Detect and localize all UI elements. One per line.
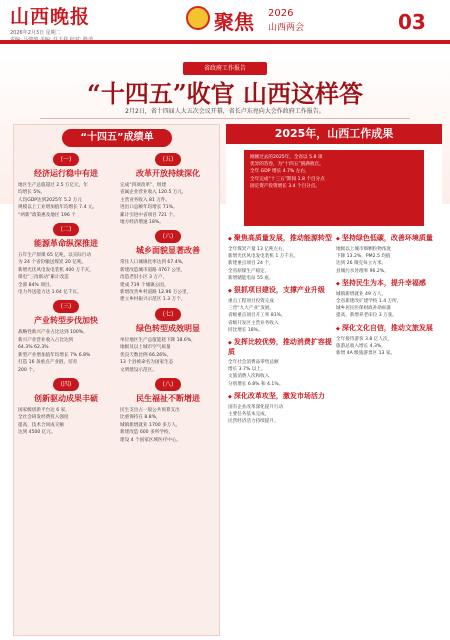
result-line: 地级以上城市细颗粒物浓度 (336, 247, 392, 252)
section-line: 建成 719 个城镇公园。 (120, 282, 169, 288)
section-line: 为 24 个省份输送煤炭 20 亿吨。 (18, 260, 87, 266)
result-line: 同比增长 18%。 (228, 327, 263, 333)
section-line: “两新”政策惠及地区 196 个 (18, 212, 76, 218)
section-line: 五年生产原煤 65 亿吨，以实际行动 (18, 253, 92, 259)
result-heading: ◆ 狠抓项目建设，支撑产业升级 (228, 286, 332, 296)
section-line: 煤电“三改联动”累计改造 (18, 275, 69, 281)
section-title: 城乡面貌显著改善 (136, 246, 200, 256)
result-line: 民营经济活力持续提升。 (228, 419, 279, 425)
result-line: 分别增长 6.8% 和 4.1%。 (228, 381, 284, 387)
result-line: 下降 13.2%，PM2.5 均值 (336, 254, 391, 260)
achievements-column-b (120, 153, 216, 448)
section-line: 城镇新增就业 1700 多万人， (120, 422, 181, 428)
section-line: 累计引进中省项目 721 个。 (120, 212, 178, 218)
section-line: 建设 4 个国家区域医疗中心。 (120, 437, 181, 443)
section-line: 主营业务收入 81 万件。 (120, 197, 171, 203)
section-line: 单位地区生产总值能耗下降 18.6%， (120, 337, 196, 343)
section-subtitle: 山西两会 (268, 23, 305, 33)
article-tag: 省政府工作报告 (183, 62, 267, 75)
section-title: 创新驱动成果丰硕 (34, 393, 98, 403)
result-line: 省级重点项目开工率 81%。 (228, 313, 286, 319)
section-line: 省属企业营业收入 120.5 万元， (120, 190, 187, 196)
result-line: 全年接待游客 3.8 亿人次， (336, 336, 393, 342)
summary-line: 优异的答卷，为“十四五”圆满收官。 (250, 162, 324, 168)
section-title: 产业转型步伐加快 (34, 316, 98, 326)
result-heading: ◆ 聚焦高质量发展，推动能源转型 (228, 234, 332, 244)
section-line: 国家级创新平台达 6 家， (18, 407, 70, 413)
section-line: 地方经济增速 18%。 (120, 220, 164, 226)
result-block (228, 286, 332, 334)
result-line: 省级开发区主营业务收入 (228, 320, 279, 326)
section-line: 13 个县被命名为国家生态 (120, 360, 174, 366)
summary-line: 全年 GDP 增长 4.7% 左右， (250, 169, 310, 175)
result-heading: ◆ 坚持民生为本，提升幸福感 (336, 279, 440, 289)
result-heading: ◆ 深化文化自信，推动文旅发展 (336, 324, 440, 334)
result-line: 旅游总收入增长 4.3%， (336, 343, 386, 349)
achievement-block (18, 223, 114, 296)
section-number: (一) (53, 153, 79, 166)
section-line: 新型产业增加值年均增长 7% 6.8% (18, 352, 91, 358)
result-heading: ◆ 发挥比较优势，推动消费扩容提质 (228, 338, 332, 357)
newspaper-logo: 山西晚报 (10, 6, 91, 28)
achievement-block (120, 308, 216, 374)
result-line: 文旅消费人次和收入 (228, 374, 270, 380)
result-line: 新增 4A 级旅游景区 13 家。 (336, 351, 396, 357)
result-line: 全年煤炭产量 13 亿吨左右， (228, 247, 288, 252)
section-line: 地区生产总值超过 2.5 万亿元，年 (18, 183, 88, 188)
results-summary (244, 150, 424, 226)
section-title: 民生福祉不断增进 (136, 393, 200, 403)
section-line: 64.3% 62.3% (18, 345, 49, 351)
section-line: 优良天数比例 66.26%。 (120, 352, 172, 358)
section-title: 绿色转型成效明显 (136, 323, 200, 333)
section-line: 战略性新兴产业占比达到 100%， (18, 330, 88, 336)
section-line: 提高，技术合同成交额 (18, 422, 64, 428)
result-line: 新建重点项目 24 个， (228, 261, 274, 267)
result-line: 新增储能电站 55 座。 (228, 275, 274, 281)
section-number: (六) (155, 230, 181, 243)
results-column-a (228, 232, 332, 429)
section-line: 新兴产业营业收入占比达到 (18, 337, 74, 343)
result-heading: ◆ 坚持绿色低碳，改善环境质量 (336, 234, 440, 244)
result-line: 三晋“九大产业”发展。 (228, 306, 275, 312)
section-number: (二) (53, 223, 79, 236)
emblem-icon (186, 6, 210, 30)
summary-line: 全年完成“十三五”期间 1.8 个百分点 (250, 176, 325, 182)
panel-title: “十四五”成绩单 (62, 129, 172, 147)
section-line: 达到 4500 亿元。 (18, 430, 56, 436)
result-line: 县城污水处理率 96.2%。 (336, 268, 389, 274)
results-title: 2025年，山西工作成果 (226, 124, 442, 144)
section-line: 新增光伏风电发电装机 400 万千瓦， (18, 267, 95, 273)
result-line: 国有企业改革深化提升行动 (228, 404, 284, 410)
result-block (336, 324, 440, 358)
section-line: 常住人口城镇化率达到 67.4%， (120, 260, 187, 266)
section-title: 经济运行稳中有进 (34, 169, 98, 178)
summary-line: 固定资产投资增长 3.4 个百分点。 (250, 183, 320, 189)
achievement-block (120, 230, 216, 303)
result-block (228, 234, 332, 282)
achievement-block (120, 153, 216, 226)
section-line: 新建改造 600 多所学校， (120, 430, 174, 436)
result-block (228, 338, 332, 388)
achievement-block (18, 378, 114, 437)
result-block (336, 279, 440, 320)
result-heading: ◆ 深化改革攻坚，激发市场活力 (228, 392, 332, 402)
achievements-panel (13, 124, 220, 636)
section-number: (五) (155, 153, 181, 166)
result-line: 新增光伏风电发电装机 1 万千瓦。 (228, 254, 299, 260)
achievements-column-a (18, 153, 114, 441)
result-line: 全省原煤生产稳定。 (228, 268, 270, 274)
result-block (336, 234, 440, 275)
section-number: (四) (53, 378, 79, 391)
section-line: 人均GDP达到2025年 5.2 万元 (18, 197, 82, 203)
section-focus: 聚焦 (214, 10, 254, 34)
result-line: 主要任务基本完成。 (228, 412, 270, 418)
section-line: 比重保持在 8.8%， (120, 415, 161, 421)
result-line: 重点工程项目投资完成 (228, 299, 274, 305)
results-column-b (336, 232, 440, 361)
section-line: 全社会研发经费投入强度 (18, 415, 69, 421)
section-line: 文明建设示范区。 (120, 367, 157, 373)
section-line: 民生支出占一般公共预算支出 (120, 407, 180, 413)
headline: “十四五”收官 山西这样答 (87, 79, 363, 108)
result-block (228, 392, 332, 426)
result-line: 全省新建改扩建学校 1.4 万所， (336, 299, 402, 305)
section-line: 地级及以上城市空气质量 (120, 345, 171, 351)
section-year: 2026 (268, 8, 294, 19)
section-line: 电力外送能力达 1.64 亿千瓦。 (18, 290, 82, 296)
section-number: (三) (53, 300, 79, 313)
achievement-block (120, 378, 216, 444)
section-line: 均增长 5%。 (18, 190, 46, 196)
section-line: 新增改善乡村道路 12.96 万公里， (120, 290, 192, 296)
result-line: 全年社会消费品零售总额 (228, 360, 279, 366)
section-line: 建立乡村振兴示范区 1.3 万个。 (120, 297, 186, 303)
section-line: 规模以上工业增加值年均增长 7.4 元。 (18, 205, 98, 211)
section-line: 新建改造城市道路 4767 公里， (120, 267, 186, 273)
section-title: 改革开放持续深化 (136, 169, 200, 178)
summary-line: 刚刚过去的2025年，全省以 5.8 项 (250, 155, 323, 160)
date-line: 2026年2月3日 星期二 (10, 30, 61, 36)
result-line: 达到 26 微克每立方米。 (336, 261, 387, 267)
achievement-block (18, 300, 114, 373)
section-number: (八) (155, 378, 181, 391)
lede: 2月2日，省十四届人大五次会议开幕，省长卢东亮向大会作政府工作报告。 (125, 108, 325, 115)
result-line: 提高，新增养老床位 3 万张。 (336, 313, 397, 319)
result-line: 城镇新增就业 49 万人， (336, 291, 387, 297)
result-line: 增长 3.7% 以上。 (228, 367, 266, 373)
section-line: 全部 84% 项目。 (18, 282, 55, 288)
section-line: 改造老旧小区 3 万户， (120, 275, 168, 281)
divider (40, 118, 410, 119)
section-line: 进出口总额年均增长 71%。 (120, 205, 178, 211)
section-line: 完成“四项改革”，组建 (120, 183, 167, 188)
achievement-block (18, 153, 114, 219)
result-line: 城乡居民医保财政补助标准 (336, 306, 392, 312)
section-title: 能源革命纵深推进 (34, 239, 98, 249)
page-number: 03 (398, 10, 426, 34)
section-number: (七) (155, 308, 181, 321)
section-line: 打造 16 条重点产业链，培育 (18, 360, 78, 366)
section-line: 200 个。 (18, 367, 38, 373)
masthead (0, 0, 450, 46)
results-panel (226, 124, 442, 636)
